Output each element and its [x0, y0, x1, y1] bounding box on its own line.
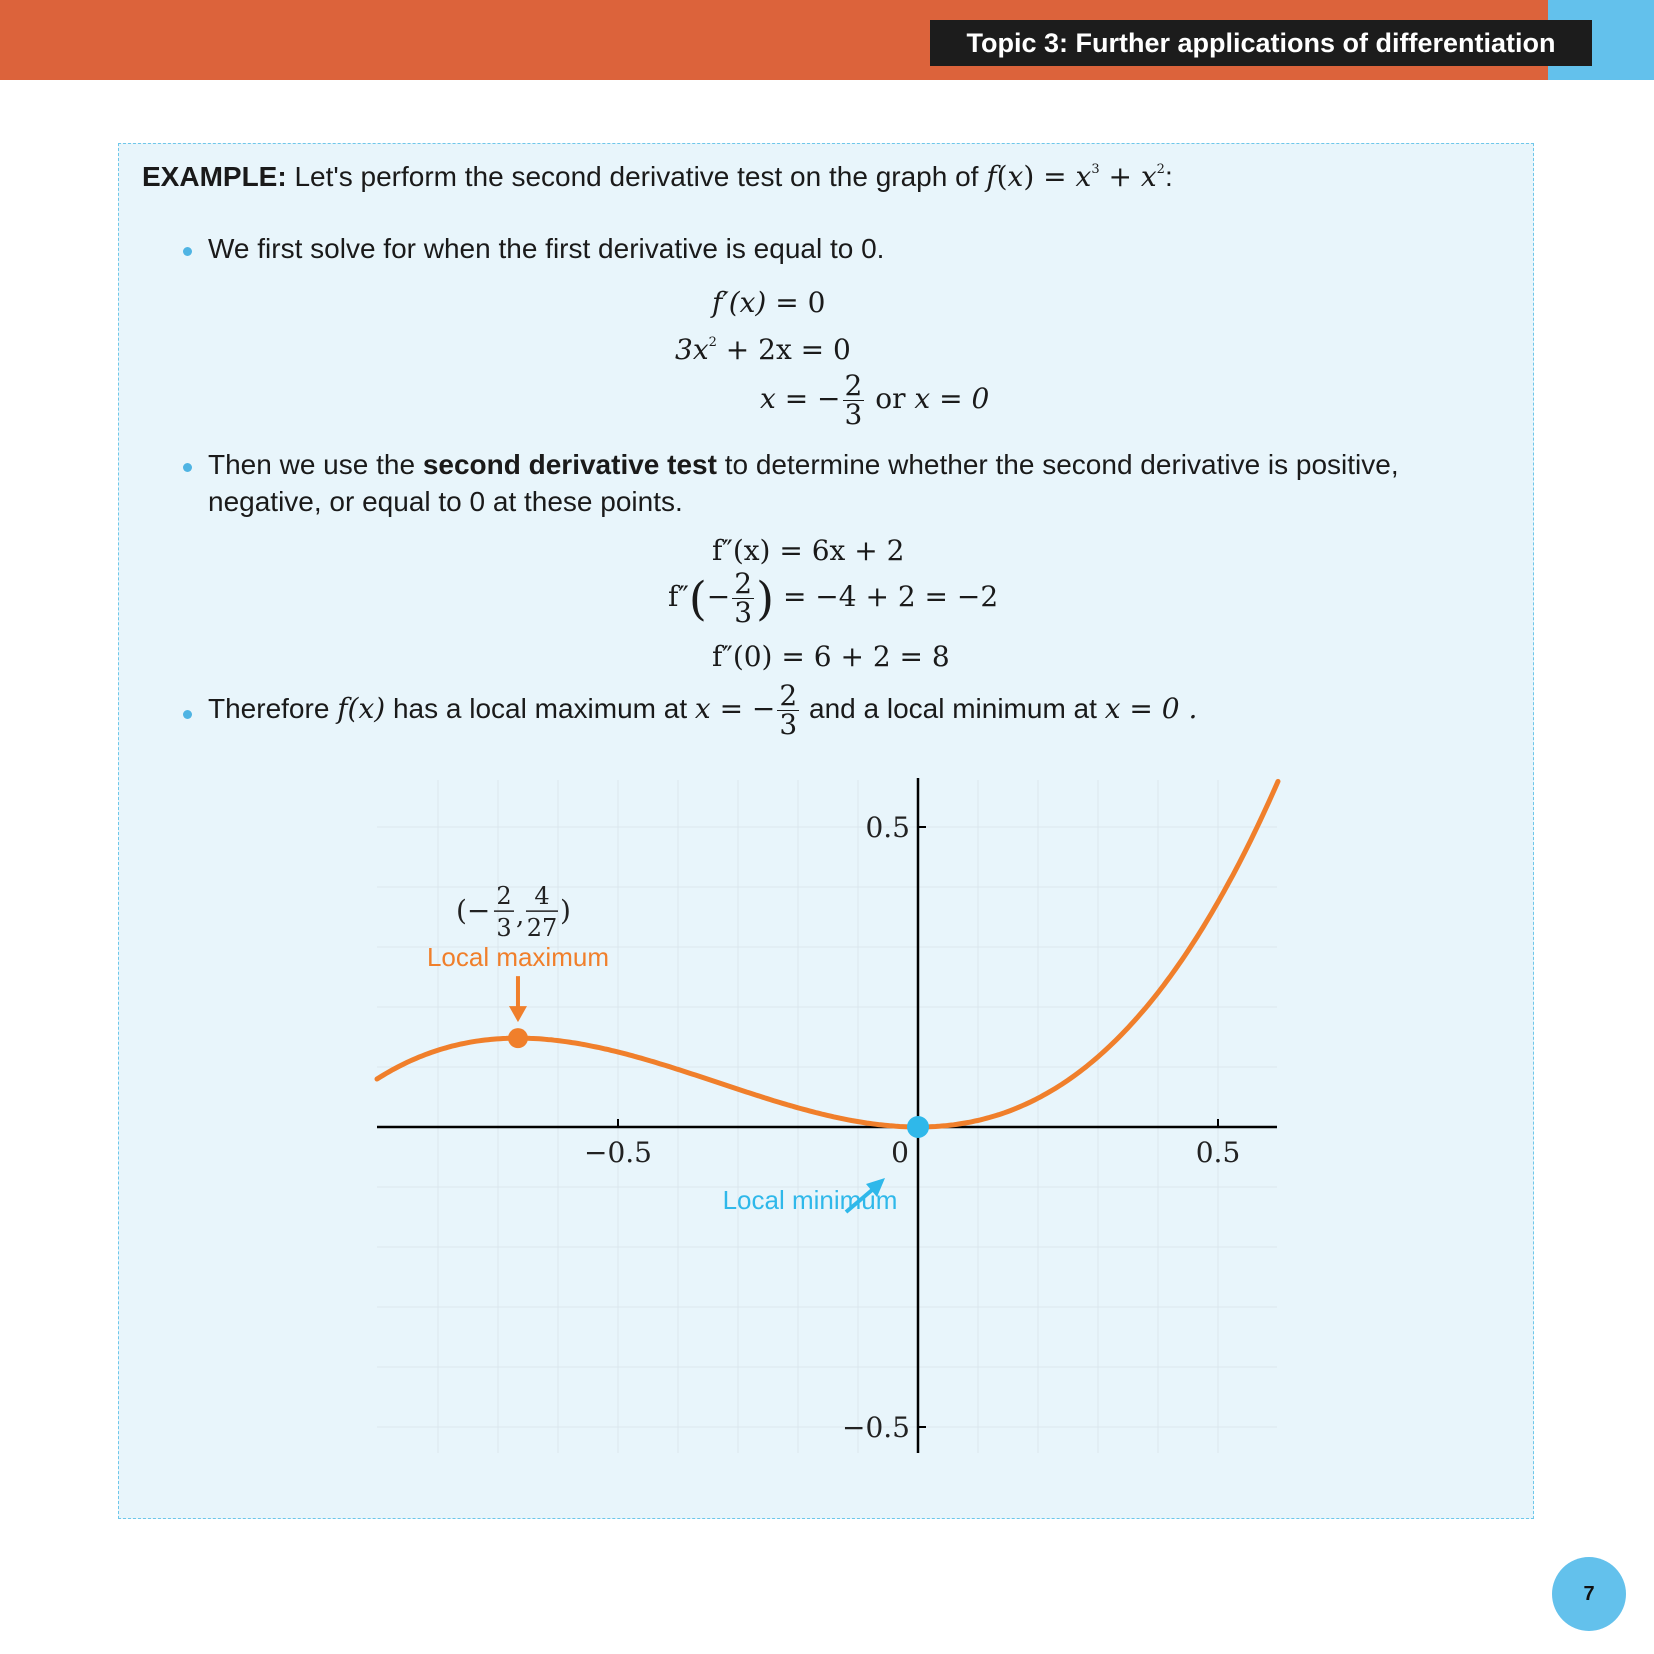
local-min-point: [907, 1116, 929, 1138]
bullet-2-line2: negative, or equal to 0 at these points.: [208, 486, 683, 517]
bullet-1-text: We first solve for when the first derivative is equal to 0.: [208, 233, 885, 264]
intro-function: $f(x) = x^3 + x^2$: [986, 160, 1165, 193]
coord-den: 27: [526, 914, 558, 943]
coord-close: ): [559, 894, 571, 928]
page-number: 7: [1552, 1557, 1626, 1631]
bold-term: second derivative test: [422, 449, 717, 480]
y-tick-label: −0.5: [842, 1411, 910, 1444]
bullet-3-text: Therefore f(x) has a local maximum at x = − $\frac{2}{3}$ and a local minimum at x = 0 .: [208, 679, 1198, 741]
x-tick-label: 0.5: [1195, 1136, 1241, 1169]
bullet-2-text: Then we use the second derivative test to determine whether the second derivative is positive,: [208, 449, 1399, 480]
x-tick-label: 0: [891, 1136, 909, 1169]
coord-open: (−: [455, 894, 491, 928]
local-max-arrowhead: [509, 1006, 527, 1022]
y-tick-label: 0.5: [865, 811, 910, 844]
equation-1b: $3x^2 + 2x = 0$: [675, 333, 851, 366]
local-min-label: Local minimum: [722, 1185, 898, 1215]
coord-den: 3: [496, 914, 512, 943]
example-label: EXAMPLE:: [142, 161, 287, 192]
local-max-point: [508, 1028, 528, 1048]
equation-1a: f′(x) = 0: [712, 286, 826, 319]
coord-num: 2: [496, 882, 512, 911]
equation-2a: f″(x) = 6x + 2: [712, 534, 905, 567]
local-max-label: Local maximum: [426, 942, 610, 973]
example-intro: EXAMPLE: Let's perform the second derivative test on the graph of $f(x) = x^3 + x^2$:: [142, 160, 1173, 193]
topic-title: Topic 3: Further applications of differentiation: [930, 20, 1592, 66]
intro-text: Let's perform the second derivative test on the graph of: [294, 161, 979, 192]
coord-comma: ,: [515, 901, 525, 932]
coord-num: 4: [534, 882, 550, 911]
equation-2c: f″(0) = 6 + 2 = 8: [712, 640, 950, 673]
equation-2b: f″(− $\frac{2}{3}$ ) = −4 + 2 = −2: [668, 567, 999, 629]
local-max-coordinates: [456, 882, 571, 942]
x-tick-label: −0.5: [584, 1136, 652, 1169]
equation-1c: x = − $\frac{2}{3}$ or x = 0: [760, 369, 990, 431]
